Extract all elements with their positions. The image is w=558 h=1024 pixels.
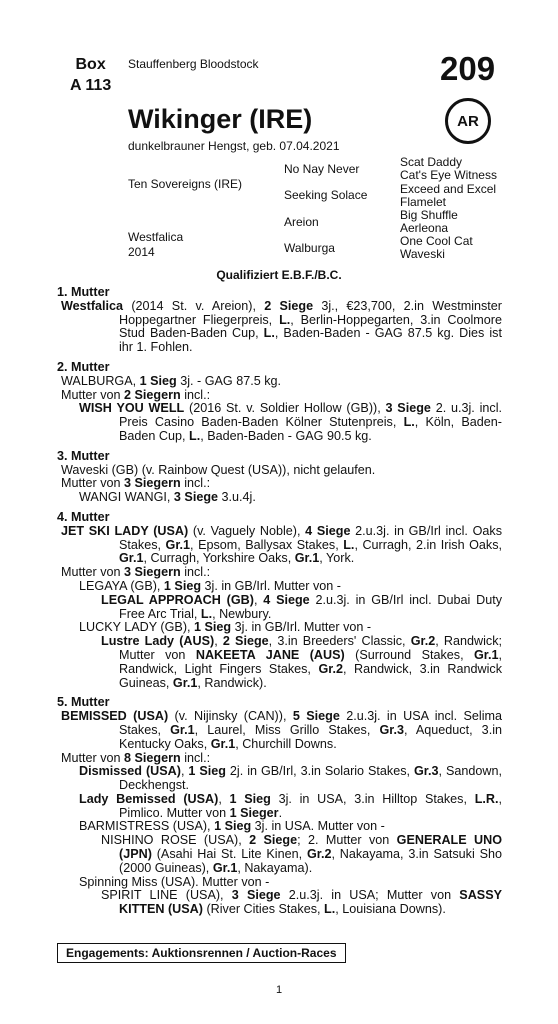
entry-walburga: WALBURGA, 1 Sieg 3j. - GAG 87.5 kg. bbox=[61, 373, 282, 388]
family-content bbox=[57, 286, 502, 917]
ped-col2-3: Walburga bbox=[284, 241, 335, 255]
ped-dam: Westfalica bbox=[128, 230, 184, 244]
entry-dismissed: Dismissed (USA), 1 Sieg 2j. in GB/Irl, 3.in Solario Stakes, Gr.3, Sandown, Deckhengst. bbox=[79, 764, 502, 793]
lot-number: 209 bbox=[440, 50, 496, 87]
entry-wish-you-well: WISH YOU WELL (2016 St. v. Soldier Hollow (GB)), 3 Siege 2. u.3j. incl. Preis Casino Baden-Baden Kölner Stutenpreis, L., Köln, Baden-Baden Cup, L., Baden-Baden - GAG 90.5 kg. bbox=[79, 401, 502, 443]
mutter-von-3: Mutter von 3 Siegern incl.: bbox=[61, 476, 211, 491]
ped-col3-6: One Cool Cat bbox=[400, 234, 473, 248]
entry-nishino-rose: NISHINO ROSE (USA), 2 Siege; 2. Mutter von GENERALE UNO (JPN) (Asahi Hai St. Lite Kinen, Gr.2, Nakayama, 3.in Satsuki Sho (2000 Guineas), Gr.1, Nakayama). bbox=[101, 833, 503, 875]
ped-col3-4: Big Shuffle bbox=[400, 208, 458, 222]
page-number: 1 bbox=[275, 984, 283, 996]
consignor: Stauffenberg Bloodstock bbox=[128, 57, 259, 71]
box-label-text: Box bbox=[75, 56, 106, 73]
mutter-von-5: Mutter von 8 Siegern incl.: bbox=[61, 750, 211, 765]
ped-col2-2: Areion bbox=[284, 215, 319, 229]
ped-col3-5: Aerleona bbox=[400, 221, 449, 235]
ped-col3-1: Cat's Eye Witness bbox=[400, 168, 497, 182]
entry-legaya: LEGAYA (GB), 1 Sieg 3j. in GB/Irl. Mutter von - bbox=[79, 578, 342, 593]
box-label bbox=[70, 54, 111, 96]
entry-lucky-lady: LUCKY LADY (GB), 1 Sieg 3j. in GB/Irl. Mutter von - bbox=[79, 620, 372, 635]
section-title-4: 4. Mutter bbox=[57, 509, 110, 524]
horse-name: Wikinger (IRE) bbox=[128, 104, 313, 134]
name-westfalica: Westfalica bbox=[61, 298, 124, 313]
ped-dam-year: 2014 bbox=[128, 245, 155, 259]
entry-jet-ski-lady: JET SKI LADY (USA) (v. Vaguely Noble), 4 Siege 2.u.3j. in GB/Irl incl. Oaks Stakes, Gr.1, Epsom, Ballysax Stakes, L., Curragh, 2.in Irish Oaks, Gr.1, Curragh, Yorkshire Oaks, Gr.1, York. bbox=[61, 523, 503, 566]
mutter-von-2: Mutter von 2 Siegern incl.: bbox=[61, 387, 211, 402]
section-title-5: 5. Mutter bbox=[57, 695, 110, 710]
horse-description: dunkelbrauner Hengst, geb. 07.04.2021 bbox=[128, 139, 340, 153]
entry-spirit-line: SPIRIT LINE (USA), 3 Siege 2.u.3j. in USA; Mutter von SASSY KITTEN (USA) (River Cities Stakes, L., Louisiana Downs). bbox=[101, 888, 502, 917]
qualification: Qualifiziert E.B.F./B.C. bbox=[216, 268, 342, 282]
ped-col3-3: Flamelet bbox=[400, 195, 447, 209]
entry-spinning-miss: Spinning Miss (USA). Mutter von - bbox=[79, 874, 270, 889]
entry-lustre-lady: Lustre Lady (AUS), 2 Siege, 3.in Breeders' Classic, Gr.2, Randwick; Mutter von NAKEETA JANE (AUS) (Surround Stakes, Gr.1, Randwick, Light Fingers Stakes, Gr.2, Randwick, 3.in Randwick Guineas, Gr.1, Randwick). bbox=[101, 634, 503, 690]
ped-col2-0: No Nay Never bbox=[284, 162, 360, 176]
entry-legal-approach: LEGAL APPROACH (GB), 4 Siege 2.u.3j. in GB/Irl incl. Dubai Duty Free Arc Trial, L., Newbury. bbox=[101, 592, 503, 621]
box-number: A 113 bbox=[70, 77, 112, 94]
section-title-3: 3. Mutter bbox=[57, 448, 110, 463]
entry-waveski: Waveski (GB) (v. Rainbow Quest (USA)), nicht gelaufen. bbox=[61, 462, 376, 477]
ped-col3-2: Exceed and Excel bbox=[400, 182, 497, 196]
entry-westfalica: Westfalica (2014 St. v. Areion), 2 Siege 3j., €23,700, 2.in Westminster Hoppegartner Fliegerpreis, L., Berlin-Hoppegarten, 3.in Coolmore Stud Baden-Baden Cup, L., Baden-Baden - GAG 87.5 kg. Dies ist ihr 1. Fohlen. bbox=[61, 298, 502, 355]
entry-bemissed: BEMISSED (USA) (v. Nijinsky (CAN)), 5 Siege 2.u.3j. in USA incl. Selima Stakes, Gr.1, Laurel, Miss Grillo Stakes, Gr.3, Aqueduct, 3.in Kentucky Oaks, Gr.1, Churchill Downs. bbox=[61, 709, 502, 751]
ped-col2-1: Seeking Solace bbox=[284, 188, 368, 202]
engagements-box: Engagements: Auktionsrennen / Auction-Races bbox=[57, 943, 346, 963]
ar-badge: AR bbox=[445, 98, 491, 144]
entry-lady-bemissed: Lady Bemissed (USA), 1 Sieg 3j. in USA, 3.in Hilltop Stakes, L.R., Pimlico. Mutter von 1 Sieger. bbox=[79, 791, 502, 820]
entry-wangi-wangi: WANGI WANGI, 3 Siege 3.u.4j. bbox=[79, 490, 256, 505]
entry-barmistress: BARMISTRESS (USA), 1 Sieg 3j. in USA. Mutter von - bbox=[79, 819, 385, 834]
ped-col3-0: Scat Daddy bbox=[400, 155, 463, 169]
section-title-1: 1. Mutter bbox=[57, 285, 110, 299]
mutter-von-4: Mutter von 3 Siegern incl.: bbox=[61, 565, 211, 580]
ped-sire: Ten Sovereigns (IRE) bbox=[128, 177, 243, 191]
section-title-2: 2. Mutter bbox=[57, 359, 110, 374]
ped-col3-7: Waveski bbox=[400, 247, 445, 261]
